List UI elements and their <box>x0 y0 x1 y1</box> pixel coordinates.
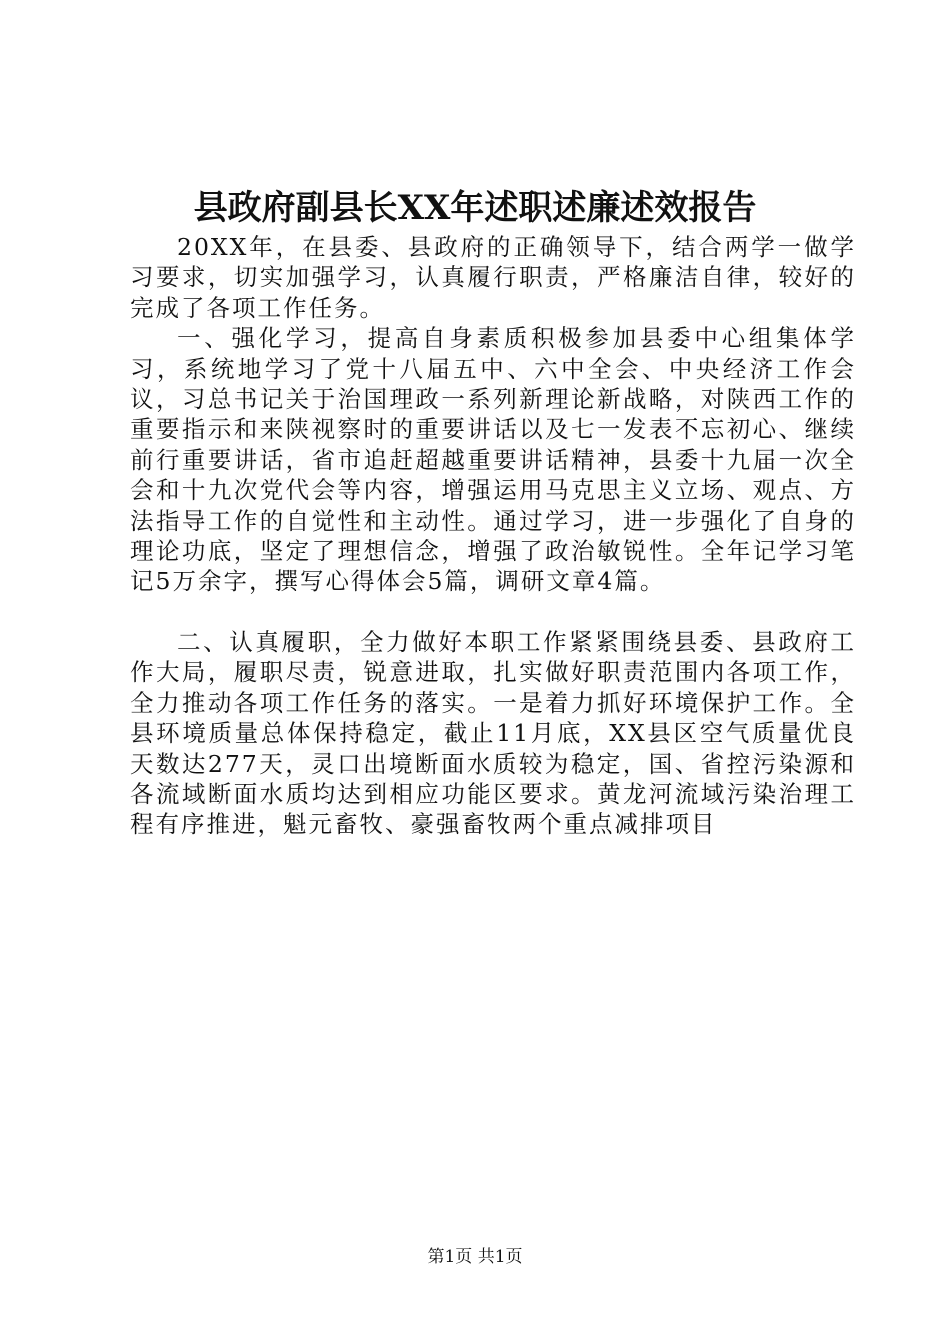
paragraph-duties: 二、认真履职，全力做好本职工作紧紧围绕县委、县政府工作大局，履职尽责，锐意进取，扎实做好职责范围内各项工作，全力推动各项工作任务的落实。一是着力抓好环境保护工作。全县环境质量总体保持稳定，截止11月底，XX县区空气质量优良天数达277天，灵口出境断面水质较为稳定，国、省控污染源和各流域断面水质均达到相应功能区要求。黄龙河流域污染治理工程有序推进，魁元畜牧、豪强畜牧两个重点减排项目 <box>130 627 856 839</box>
document-body <box>130 232 856 840</box>
paragraph-intro: 20XX年，在县委、县政府的正确领导下，结合两学一做学习要求，切实加强学习，认真履行职责，严格廉洁自律，较好的完成了各项工作任务。 <box>130 233 856 322</box>
document-title: 县政府副县长XX年述职述廉述效报告 <box>193 188 757 228</box>
page-footer: 第1页 共1页 <box>427 1247 523 1267</box>
paragraph-study: 一、强化学习，提高自身素质积极参加县委中心组集体学习，系统地学习了党十八届五中、六中全会、中央经济工作会议，习总书记关于治国理政一系列新理论新战略，对陕西工作的重要指示和来陕视察时的重要讲话以及七一发表不忘初心、继续前行重要讲话，省市追赶超越重要讲话精神，县委十九届一次全会和十九次党代会等内容，增强运用马克思主义立场、观点、方法指导工作的自觉性和主动性。通过学习，进一步强化了自身的理论功底，坚定了理想信念，增强了政治敏锐性。全年记学习笔记5万余字，撰写心得体会5篇，调研文章4篇。 <box>130 324 856 596</box>
